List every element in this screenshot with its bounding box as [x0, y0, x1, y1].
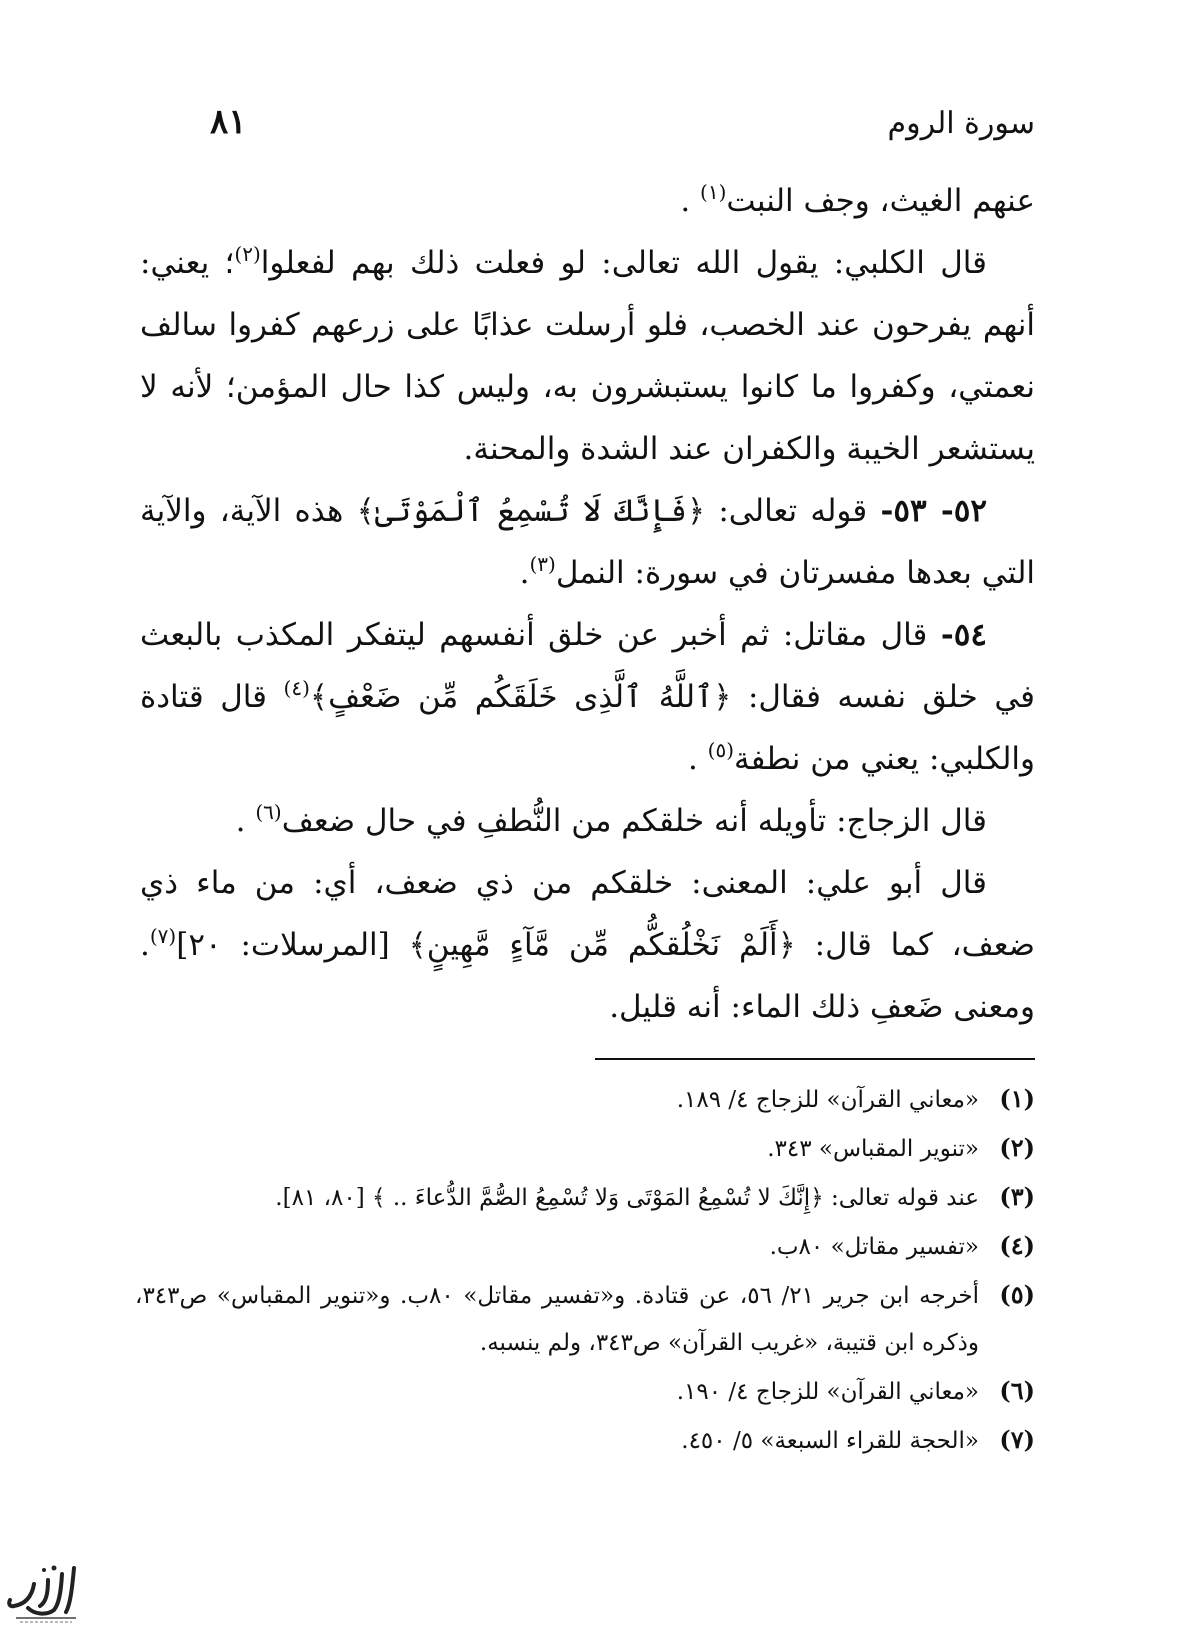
- quran-quote: ﴿أَلَمْ نَخْلُقكُّم مِّن مَّآءٍ مَّهِينٍ﴾: [408, 927, 796, 963]
- footnote-text: «الحجة للقراء السبعة» ٥/ ٤٥٠.: [681, 1428, 979, 1454]
- paragraph-text: قال قتادة والكلبي: يعني من نطفة: [140, 679, 1035, 777]
- surah-title: سورة الروم: [887, 106, 1035, 141]
- paragraph-2: [140, 232, 1035, 480]
- paragraph-text: ؛ يعني: أنهم يفرحون عند الخصب، فلو أرسلت عذابًا على زرعهم كفروا سالف نعمتي، وكفروا ما كانوا يستبشرون به، وليس كذا حال المؤمن؛ لأنه لا يستشعر الخيبة والكفران عند الشدة والمحنة.: [140, 245, 1035, 467]
- paragraph-1: [140, 170, 1035, 232]
- page-header: [200, 102, 1035, 142]
- footnote-number: (٧): [999, 1425, 1035, 1454]
- footnote-text: عند قوله تعالى: ﴿إِنَّكَ لا تُسْمِعُ المَوْتَى وَلا تُسْمِعُ الصُّمَّ الدُّعاءَ .. ﴾ [٨٠، ٨١].: [275, 1185, 979, 1211]
- footnote: [135, 1367, 1035, 1416]
- paragraph-end: .: [519, 555, 530, 591]
- paragraph-text: [المرسلات: ٢٠]: [176, 927, 409, 963]
- footnote-text: «تنوير المقباس» ٣٤٣.: [767, 1136, 979, 1162]
- paragraph-text: عنهم الغيث، وجف النبت: [726, 183, 1035, 219]
- quran-quote: ﴿ٱللَّهُ ٱلَّذِى خَلَقَكُم مِّن ضَعْفٍ﴾: [309, 679, 732, 715]
- paragraph-text: قال الكلبي: يقول الله تعالى: لو فعلت ذلك بهم لفعلوا: [260, 245, 987, 281]
- footnote: [135, 1416, 1035, 1465]
- footnote: [135, 1173, 1035, 1222]
- paragraph-text: . ومعنى ضَعفِ ذلك الماء: أنه قليل.: [140, 927, 1035, 1025]
- paragraph-5: [140, 790, 1035, 852]
- footnote-number: (٢): [999, 1133, 1035, 1162]
- footnote-ref: (٣): [529, 552, 556, 576]
- footnote-divider: [595, 1058, 1035, 1060]
- paragraph-end: .: [680, 183, 701, 219]
- footnote-ref: (٢): [234, 242, 261, 266]
- paragraph-end: .: [687, 741, 708, 777]
- paragraph-text: قال مقاتل: ثم أخبر عن خلق أنفسهم ليتفكر المكذب بالبعث في خلق نفسه فقال:: [140, 617, 1036, 715]
- footnote: [135, 1222, 1035, 1271]
- footnote: [135, 1271, 1035, 1367]
- paragraph-text: قال أبو علي: المعنى: خلقكم من ذي ضعف، أي: من ماء ذي ضعف، كما قال:: [140, 865, 1035, 963]
- paragraph-text: هذه الآية، والآية التي بعدها مفسرتان في سورة: النمل: [140, 493, 1035, 591]
- footnote-ref: (٥): [707, 738, 735, 762]
- footnote-ref: (١): [700, 180, 727, 204]
- main-text: [140, 170, 1035, 1038]
- footnote-number: (٦): [999, 1376, 1035, 1405]
- verse-number: ٥٢- ٥٣-: [880, 493, 988, 529]
- paragraph-text: قال الزجاج: تأويله أنه خلقكم من النُّطفِ في حال ضعف: [281, 803, 987, 839]
- verse-number: ٥٤-: [940, 617, 987, 653]
- page-number: ٨١: [210, 102, 247, 142]
- footnotes: [135, 1075, 1035, 1465]
- footnote: [135, 1075, 1035, 1124]
- footnote-number: (١): [999, 1084, 1035, 1113]
- footnote-ref: (٧): [149, 924, 177, 948]
- paragraph-6: [140, 852, 1035, 1038]
- footnote-ref: (٦): [255, 800, 282, 824]
- footnote-text: «تفسير مقاتل» ٨٠ب.: [769, 1234, 979, 1260]
- paragraph-end: .: [235, 803, 256, 839]
- footnote-number: (٤): [999, 1231, 1035, 1260]
- paragraph-3: [140, 480, 1035, 604]
- footnote-text: «معاني القرآن» للزجاج ٤/ ١٩٠.: [676, 1379, 979, 1405]
- calligraphy-logo-icon: [4, 1560, 84, 1630]
- quran-quote: ﴿فَإِنَّكَ لَا تُسْمِعُ ٱلْمَوْتَىٰ﴾: [356, 493, 706, 529]
- footnote-text: «معاني القرآن» للزجاج ٤/ ١٨٩.: [676, 1087, 979, 1113]
- footnote-number: (٣): [999, 1182, 1035, 1211]
- footnote: [135, 1124, 1035, 1173]
- paragraph-4: [140, 604, 1035, 790]
- paragraph-text: قوله تعالى:: [705, 493, 881, 529]
- footnote-text: أخرجه ابن جرير ٢١/ ٥٦، عن قتادة. و«تفسير مقاتل» ٨٠ب. و«تنوير المقباس» ص٣٤٣، وذكره ابن قتيبة، «غريب القرآن» ص٣٤٣، ولم ينسبه.: [135, 1283, 979, 1356]
- footnote-ref: (٤): [283, 676, 310, 700]
- footnote-number: (٥): [999, 1280, 1035, 1309]
